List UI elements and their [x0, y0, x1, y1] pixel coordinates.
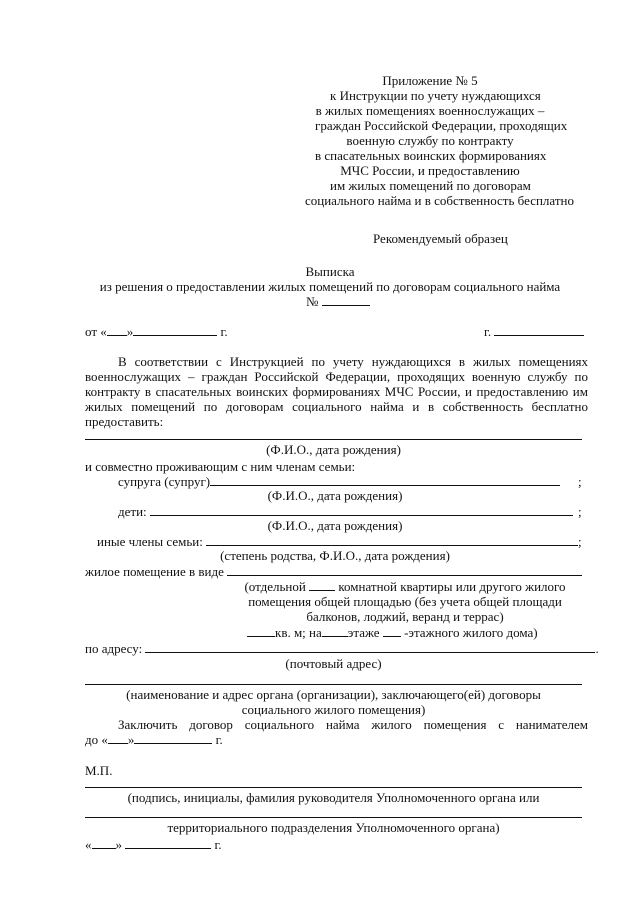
- appendix-line: в спасательных воинских формированиях: [315, 148, 547, 163]
- city-label: г.: [484, 324, 492, 339]
- month-blank[interactable]: [133, 324, 217, 336]
- organization-line[interactable]: [85, 684, 582, 685]
- appendix-line: им жилых помещений по договорам: [330, 178, 531, 193]
- conclude-text: Заключить договор социального найма жилого помещения с нанимателем: [118, 717, 588, 732]
- rooms-blank[interactable]: [309, 579, 335, 591]
- children-caption: (Ф.И.О., дата рождения): [267, 518, 403, 533]
- number-label: №: [306, 294, 319, 309]
- address-caption: (почтовый адрес): [285, 656, 382, 671]
- appendix-number: Приложение № 5: [382, 73, 478, 88]
- spouse-label: супруга (супруг): [118, 474, 211, 489]
- conclude-date-field[interactable]: до « » г.: [85, 732, 223, 747]
- premises-blank[interactable]: [227, 564, 582, 576]
- organization-caption-1: (наименование и адрес органа (организации), заключающего(ей) договоры: [126, 687, 541, 702]
- footer-date-field[interactable]: « » г.: [85, 837, 222, 852]
- date-from-label: от: [85, 324, 101, 339]
- children-field[interactable]: [118, 504, 573, 519]
- address-label: по адресу:: [85, 641, 143, 656]
- floors-blank[interactable]: [383, 625, 401, 637]
- until-day-blank[interactable]: [108, 732, 128, 744]
- territorial-caption: территориального подразделения Уполномоченного органа): [167, 820, 500, 835]
- main-paragraph: В соответствии с Инструкцией по учету нуждающихся в жилых помещениях военнослужащих – граждан Российской Федерации, проходящих военную службу по контракту в спасательных воинских формированиях МЧС России, и предоставлению им жилых помещений по договорам социального найма и в собственность бесплатно предоставить:: [85, 354, 588, 429]
- appendix-line: граждан Российской Федерации, проходящих: [315, 118, 568, 133]
- other-members-label: иные члены семьи:: [97, 534, 207, 549]
- appendix-line: в жилых помещениях военнослужащих –: [315, 103, 545, 118]
- recipient-line[interactable]: [85, 439, 582, 440]
- children-blank[interactable]: [150, 504, 573, 516]
- footer-month-blank[interactable]: [125, 837, 211, 849]
- signature-line[interactable]: [85, 787, 582, 788]
- document-title: Выписка: [305, 264, 355, 279]
- appendix-line: военную службу по контракту: [346, 133, 514, 148]
- children-label: дети:: [118, 504, 150, 519]
- family-label: и совместно проживающим с ним членам семьи:: [85, 459, 356, 474]
- floor-blank[interactable]: [322, 625, 348, 637]
- appendix-line: социального найма и в собственность бесплатно: [305, 193, 574, 208]
- premises-caption-4: кв. м; на этаже -этажного жилого дома): [247, 625, 538, 640]
- seal-mark: М.П.: [85, 763, 113, 778]
- organization-caption-2: социального жилого помещения): [241, 702, 426, 717]
- day-blank[interactable]: [107, 324, 127, 336]
- recipient-caption: (Ф.И.О., дата рождения): [266, 442, 401, 457]
- number-blank[interactable]: [322, 294, 370, 306]
- address-field[interactable]: по адресу: .: [85, 641, 599, 656]
- year-suffix: г.: [220, 324, 228, 339]
- other-members-field[interactable]: [97, 534, 578, 549]
- city-blank[interactable]: [494, 324, 584, 336]
- document-page: Приложение № 5 к Инструкции по учету нуждающихся в жилых помещениях военнослужащих – граждан Российской Федерации, проходящих военную службу по контракту в спасательных воинских формированиях МЧС России, и предоставлению им жилых помещений по договорам социального найма и в собственность бесплатно Рекомендуемый образец Выписка из решения о предоставлении жилых помещений по договорам социального найма № от « » г. г. В соответствии с Инструкцией по учету нуждающихся в жилых помещениях военнослужащих – граждан Российской Федерации, проходящих военную службу по контракту в спасательных воинских формированиях МЧС России, и предоставлению им жилых помещений по договорам социального найма и в собственность бесплатно предоставить: (Ф.И.О., дата рождения) и совместно проживающим с ним членам семьи: супруга (супруг) ; (Ф.И.О., дата рождения) дети: ; (Ф.И.О., дата рождения) иные члены семьи: ; (степень родства, Ф.И.О., дата рождения) жилое помещение в виде (отдельной комнатной квартиры или другого жилого помещения общей площадью (без учета общей площади балконов, лоджий, веранд и террас) кв. м; на этаже -этажного жилого дома) по адресу: . (почтовый адрес) (наименование и адрес органа (организации), заключающего(ей) договоры социального жилого помещения) Заключить договор социального найма жилого помещения с нанимателем до « » г. М.П. (подпись, инициалы, фамилия руководителя Уполномоченного органа или территориального подразделения Уполномоченного органа) « » г.: [0, 0, 640, 905]
- premises-label: жилое помещение в виде: [85, 564, 228, 579]
- premises-field[interactable]: [85, 564, 582, 579]
- area-blank[interactable]: [247, 625, 275, 637]
- spouse-caption: (Ф.И.О., дата рождения): [267, 488, 403, 503]
- spouse-field[interactable]: [118, 474, 560, 489]
- spouse-blank[interactable]: [210, 474, 560, 486]
- address-blank[interactable]: [145, 641, 595, 653]
- document-subtitle: из решения о предоставлении жилых помещений по договорам социального найма: [99, 279, 561, 294]
- other-members-blank[interactable]: [206, 534, 578, 546]
- premises-caption-1: (отдельной комнатной квартиры или другого жилого: [244, 579, 566, 594]
- premises-caption-2: помещения общей площадью (без учета общей площади: [248, 594, 562, 609]
- appendix-line: к Инструкции по учету нуждающихся: [330, 88, 541, 103]
- date-field[interactable]: от « » г.: [85, 324, 228, 339]
- number-field[interactable]: [306, 294, 370, 309]
- city-field[interactable]: [484, 324, 584, 339]
- premises-caption-3: балконов, лоджий, веранд и террас): [306, 609, 504, 624]
- appendix-line: МЧС России, и предоставлению: [340, 163, 520, 178]
- recommended-sample: Рекомендуемый образец: [373, 231, 508, 246]
- footer-day-blank[interactable]: [92, 837, 116, 849]
- signature-caption: (подпись, инициалы, фамилия руководителя Уполномоченного органа или: [127, 790, 540, 805]
- until-month-blank[interactable]: [134, 732, 212, 744]
- other-members-caption: (степень родства, Ф.И.О., дата рождения): [220, 548, 450, 563]
- territorial-line[interactable]: [85, 817, 582, 818]
